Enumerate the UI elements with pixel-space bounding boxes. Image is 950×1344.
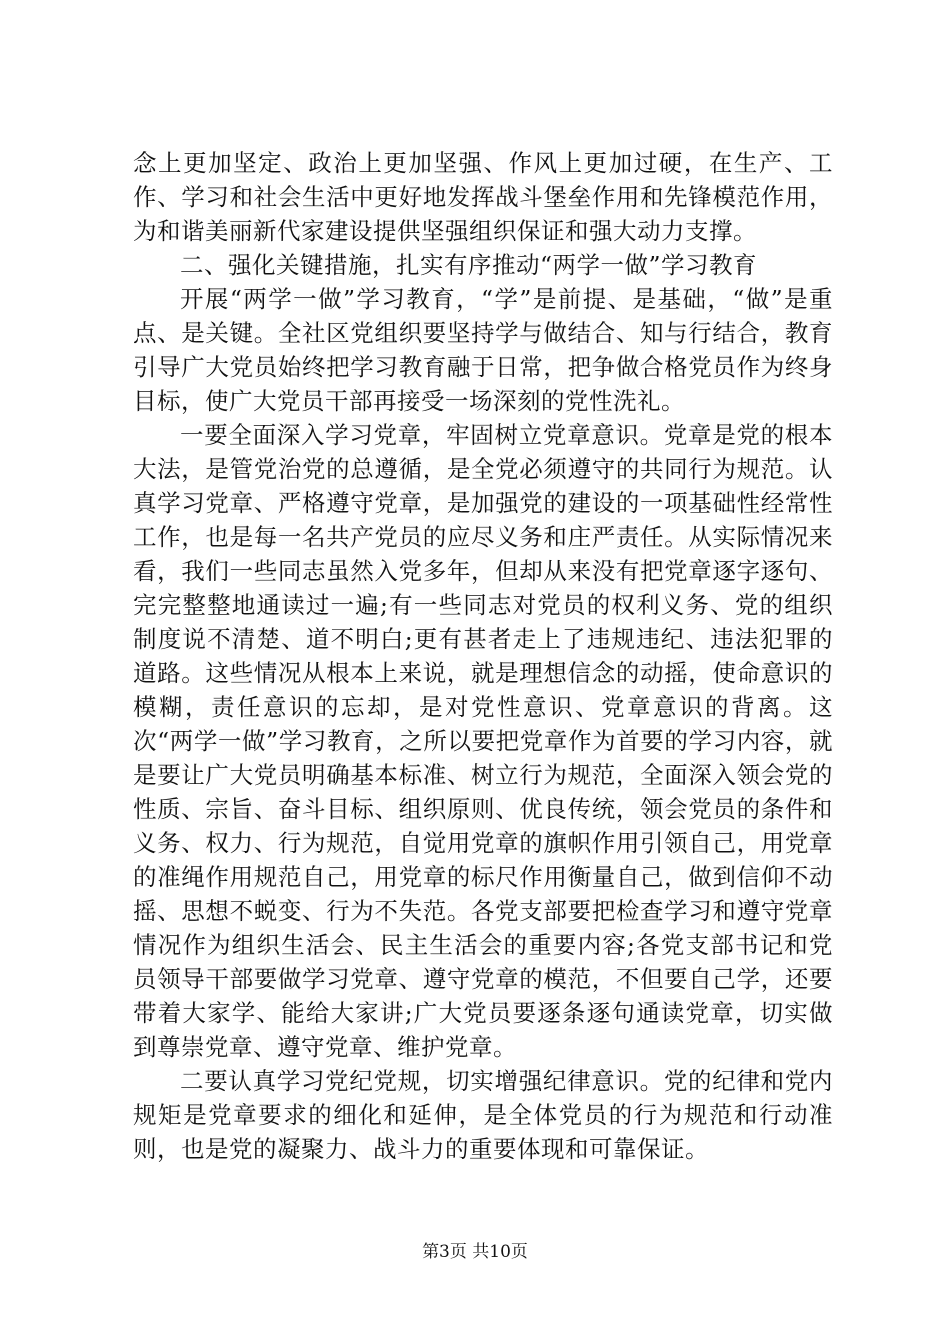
document-body [133, 146, 833, 1166]
paragraph-continuation: 念上更加坚定、政治上更加坚强、作风上更加过硬，在生产、工作、学习和社会生活中更好地发挥战斗堡垒作用和先锋模范作用，为和谐美丽新代家建设提供坚强组织保证和强大动力支撑。 [133, 149, 833, 245]
paragraph-study-party-discipline: 二要认真学习党纪党规，切实增强纪律意识。党的纪律和党内规矩是党章要求的细化和延伸，是全体党员的行为规范和行动准则，也是党的凝聚力、战斗力的重要体现和可靠保证。 [133, 1067, 833, 1163]
paragraph-intro: 开展“两学一做”学习教育，“学”是前提、是基础，“做”是重点、是关键。全社区党组织要坚持学与做结合、知与行结合，教育引导广大党员始终把学习教育融于日常，把争做合格党员作为终身目标，使广大党员干部再接受一场深刻的党性洗礼。 [133, 285, 833, 415]
paragraph-study-party-constitution: 一要全面深入学习党章，牢固树立党章意识。党章是党的根本大法，是管党治党的总遵循，是全党必须遵守的共同行为规范。认真学习党章、严格遵守党章，是加强党的建设的一项基础性经常性工作，也是每一名共产党员的应尽义务和庄严责任。从实际情况来看，我们一些同志虽然入党多年，但却从来没有把党章逐字逐句、完完整整地通读过一遍;有一些同志对党员的权利义务、党的组织制度说不清楚、道不明白;更有甚者走上了违规违纪、违法犯罪的道路。这些情况从根本上来说，就是理想信念的动摇，使命意识的模糊，责任意识的忘却，是对党性意识、党章意识的背离。这次“两学一做”学习教育，之所以要把党章作为首要的学习内容，就是要让广大党员明确基本标准、树立行为规范，全面深入领会党的性质、宗旨、奋斗目标、组织原则、优良传统，领会党员的条件和义务、权力、行为规范，自觉用党章的旗帜作用引领自己，用党章的准绳作用规范自己，用党章的标尺作用衡量自己，做到信仰不动摇、思想不蜕变、行为不失范。各党支部要把检查学习和遵守党章情况作为组织生活会、民主生活会的重要内容;各党支部书记和党员领导干部要做学习党章、遵守党章的模范，不但要自己学，还要带着大家学、能给大家讲;广大党员要逐条逐句通读党章，切实做到尊崇党章、遵守党章、维护党章。 [133, 421, 833, 1061]
section-heading: 二、强化关键措施，扎实有序推动“两学一做”学习教育 [180, 251, 758, 279]
page-footer: 第3页 共10页 [422, 1242, 528, 1262]
